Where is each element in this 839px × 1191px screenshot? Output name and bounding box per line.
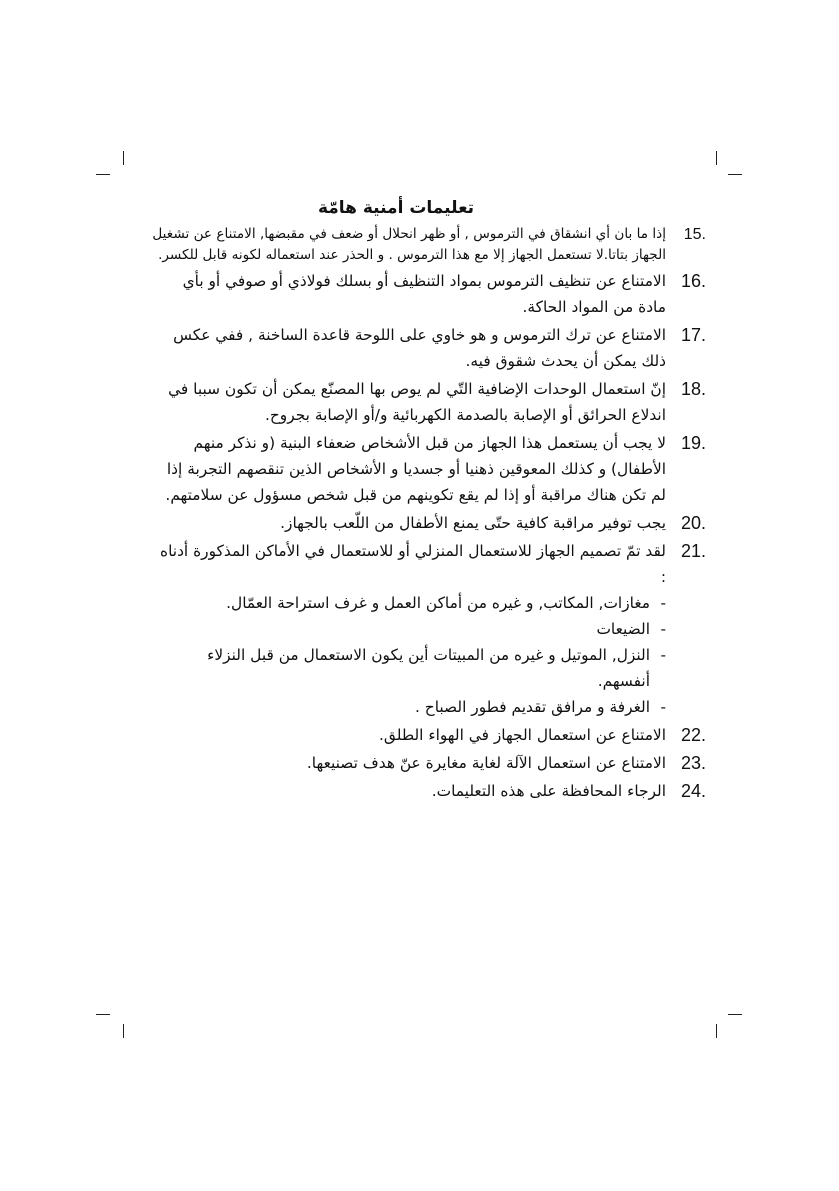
sub-item-text: مغازات, المكاتب, و غيره من أماكن العمل و غرف استراحة العمّال. — [226, 594, 650, 612]
item-text: لا يجب أن يستعمل هذا الجهاز من قبل الأشخاص ضعفاء البنية (و نذكر منهم الأطفال) و كذلك المعوقين ذهنيا أو جسديا و الأشخاص الذين تنقصهم التجربة إذا لم تكن هناك مراقبة أو إذا لم يقع تكوينهم من قبل شخص مسؤول عن سلامتهم. — [165, 434, 666, 504]
item-text: الامتناع عن استعمال الجهاز في الهواء الطلق. — [379, 726, 666, 744]
bullet-dash: - — [660, 594, 666, 612]
sub-list-item — [150, 642, 706, 694]
crop-mark-top-left-v — [123, 151, 124, 165]
crop-mark-bottom-left-v — [123, 1024, 124, 1038]
bullet-dash: - — [660, 698, 666, 716]
item-number: 24. — [680, 781, 706, 801]
item-number: 20. — [680, 513, 706, 533]
crop-mark-bottom-right-h — [728, 1014, 742, 1015]
item-text: الامتناع عن تنظيف الترموس بمواد التنظيف أو بسلك فولاذي أو صوفي أو بأي مادة من المواد الحاكة. — [182, 272, 666, 316]
sub-list-item — [150, 590, 706, 616]
item-number: 18. — [680, 379, 706, 399]
instruction-item — [150, 510, 706, 536]
instruction-item — [150, 538, 706, 590]
instruction-item — [150, 376, 706, 428]
item-number: 22. — [680, 725, 706, 745]
item-number: 21. — [680, 541, 706, 561]
page-title: تعليمات أمنية هامّة — [317, 198, 475, 218]
sub-list-item — [150, 694, 706, 720]
instruction-item — [150, 778, 706, 804]
crop-mark-top-left-h — [96, 174, 110, 175]
item-text: لقد تمّ تصميم الجهاز للاستعمال المنزلي أو للاستعمال في الأماكن المذكورة أدناه : — [160, 542, 666, 586]
item-number: 19. — [680, 433, 706, 453]
item-text: الامتناع عن ترك الترموس و هو خاوي على اللوحة قاعدة الساخنة , ففي عكس ذلك يمكن أن يحدث شقوق فيه. — [173, 326, 666, 370]
item-text: الرجاء المحافظة على هذه التعليمات. — [431, 782, 666, 800]
item-number: 17. — [680, 325, 706, 345]
sub-item-text: الضيعات — [596, 620, 650, 638]
crop-mark-top-right-v — [716, 151, 717, 165]
crop-mark-bottom-right-v — [716, 1024, 717, 1038]
item-text: الامتناع عن استعمال الآلة لغاية مغايرة عنّ هدف تصنيعها. — [306, 754, 666, 772]
item-number: 16. — [680, 271, 706, 291]
instruction-item — [150, 750, 706, 776]
instruction-item — [150, 268, 706, 320]
instruction-item — [150, 322, 706, 374]
item-text: إذا ما بان أي انشقاق في الترموس , أو ظهر انحلال أو ضعف في مقبضها, الامتناع عن تشغيل الجهاز بتاتا.لا تستعمل الجهاز إلا مع هذا الترموس . و الحذر عند استعماله لكونه قابل للكسر. — [152, 226, 666, 263]
item-text: إنّ استعمال الوحدات الإضافية التّي لم يوص بها المصنّع يمكن أن تكون سببا في اندلاع الحرائق أو الإصابة بالصدمة الكهربائية و/أو الإصابة بجروح. — [168, 380, 666, 424]
sub-item-text: الغرفة و مرافق تقديم فطور الصباح . — [415, 698, 650, 716]
bullet-dash: - — [660, 620, 666, 638]
document-page — [150, 198, 706, 804]
sub-item-text: النزل, الموتيل و غيره من المبيتات أين يكون الاستعمال من قبل النزلاء أنفسهم. — [207, 646, 650, 690]
sub-list-item — [150, 616, 706, 642]
crop-mark-bottom-left-h — [96, 1014, 110, 1015]
instruction-item — [150, 224, 706, 266]
instruction-item — [150, 430, 706, 508]
instruction-item — [150, 722, 706, 748]
item-number: 23. — [680, 753, 706, 773]
item-number: 15. — [683, 226, 706, 243]
item-text: يجب توفير مراقبة كافية حتّى يمنع الأطفال من اللّعب بالجهاز. — [280, 514, 666, 532]
crop-mark-top-right-h — [728, 174, 742, 175]
bullet-dash: - — [660, 646, 666, 664]
